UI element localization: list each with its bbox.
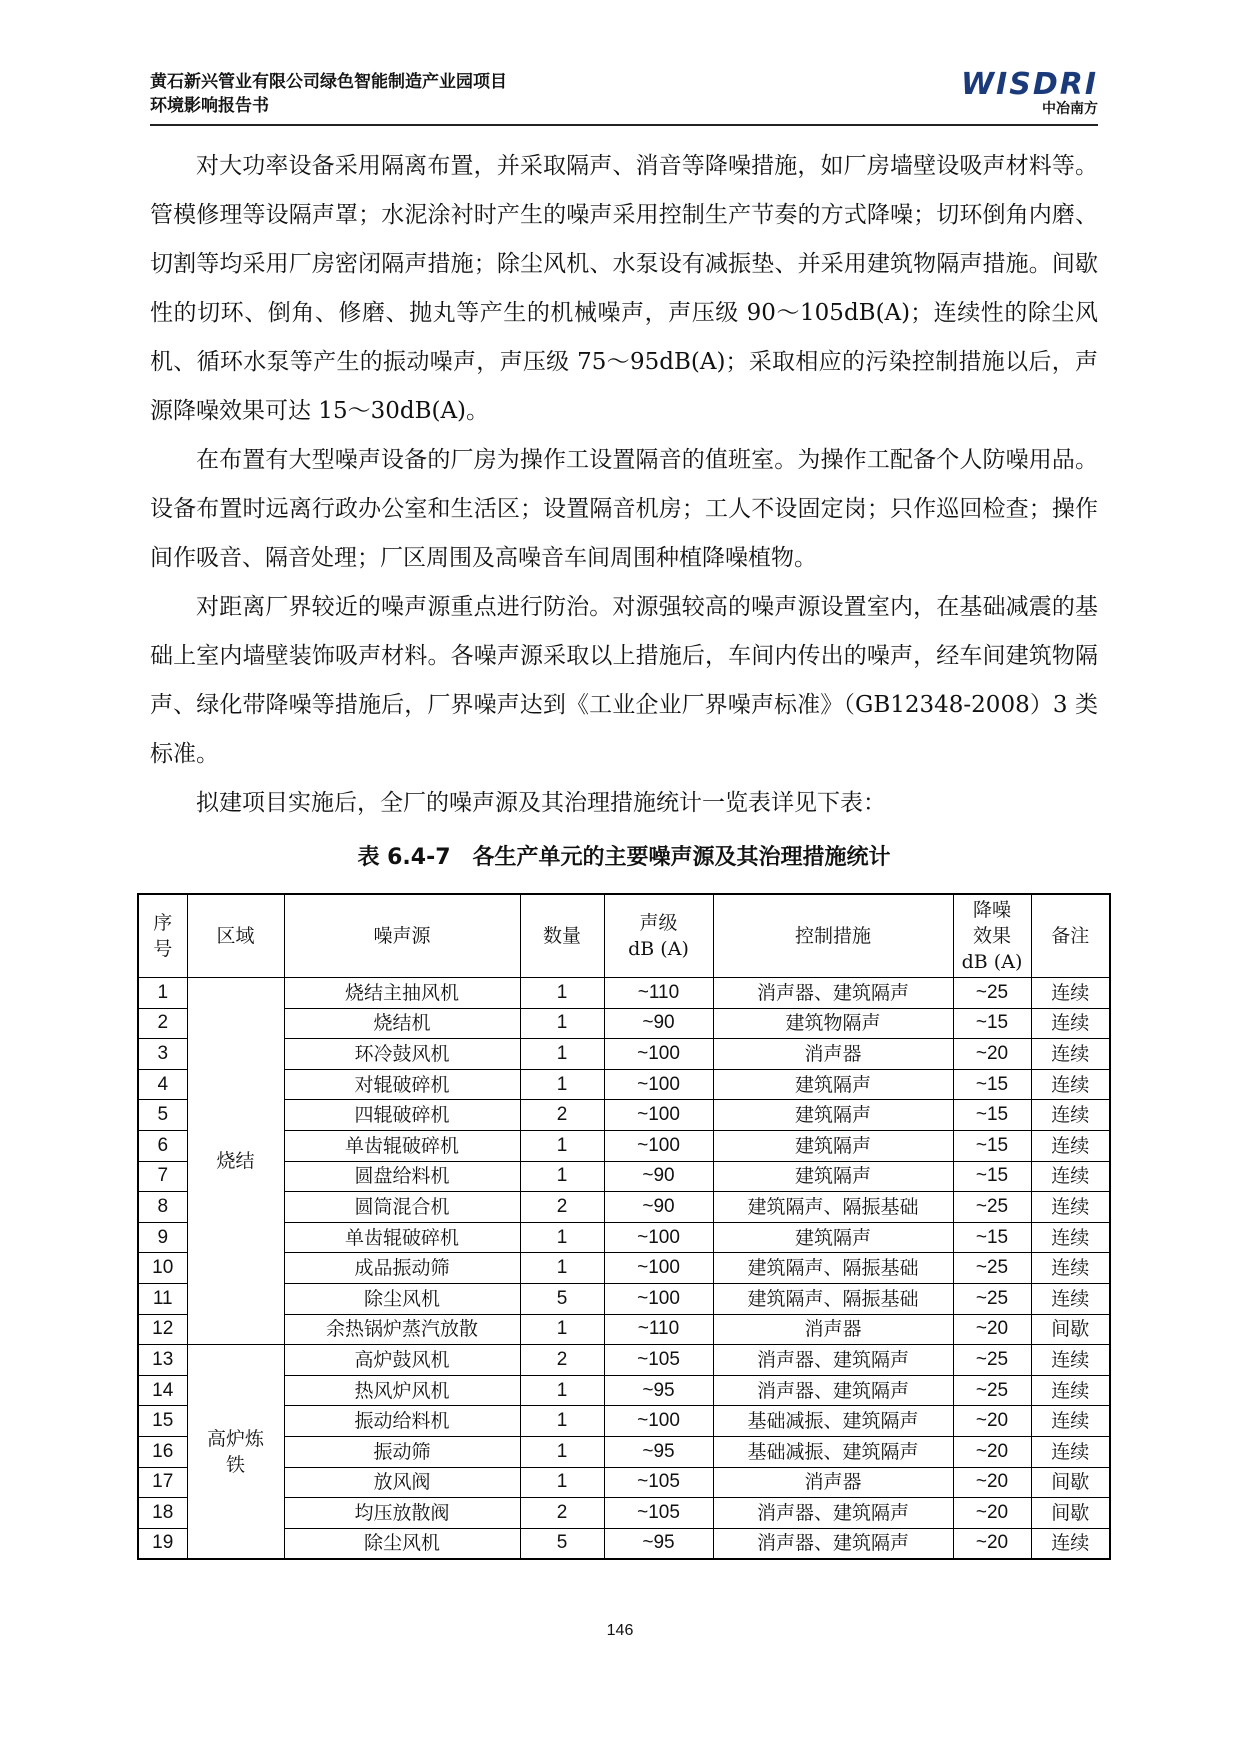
cell-source: 成品振动筛 (284, 1253, 520, 1284)
cell-remarks: 连续 (1031, 1528, 1110, 1559)
cell-sound-level: ~100 (604, 1222, 713, 1253)
cell-source: 烧结主抽风机 (284, 978, 520, 1009)
cell-sound-level: ~110 (604, 1314, 713, 1345)
body-text (150, 142, 1098, 828)
cell-measures: 消声器、建筑隔声 (713, 978, 953, 1009)
header-effect-line: 降噪 (972, 899, 1011, 921)
cell-effect: ~25 (953, 1192, 1031, 1223)
table-row (138, 1498, 1110, 1529)
cell-effect: ~20 (953, 1406, 1031, 1437)
cell-source: 振动筛 (284, 1436, 520, 1467)
cell-remarks: 间歇 (1031, 1314, 1110, 1345)
cell-sound-level: ~105 (604, 1498, 713, 1529)
cell-quantity: 1 (520, 1436, 604, 1467)
header-title-line1: 黄石新兴管业有限公司绿色智能制造产业园项目 (150, 72, 507, 92)
cell-remarks: 连续 (1031, 1345, 1110, 1376)
cell-remarks: 连续 (1031, 1222, 1110, 1253)
table-row (138, 1345, 1110, 1376)
table-row (138, 1375, 1110, 1406)
cell-measures: 建筑隔声 (713, 1100, 953, 1131)
table-row (138, 1039, 1110, 1070)
cell-source: 除尘风机 (284, 1283, 520, 1314)
cell-remarks: 连续 (1031, 978, 1110, 1009)
cell-source: 环冷鼓风机 (284, 1039, 520, 1070)
cell-effect: ~15 (953, 1069, 1031, 1100)
cell-effect: ~25 (953, 978, 1031, 1009)
cell-seq: 2 (138, 1008, 187, 1039)
cell-quantity: 1 (520, 978, 604, 1009)
cell-effect: ~25 (953, 1375, 1031, 1406)
cell-sound-level: ~100 (604, 1069, 713, 1100)
header-cell-source: 噪声源 (284, 894, 520, 978)
table-row (138, 1161, 1110, 1192)
cell-quantity: 1 (520, 1467, 604, 1498)
table-row (138, 1467, 1110, 1498)
cell-measures: 消声器、建筑隔声 (713, 1375, 953, 1406)
cell-seq: 3 (138, 1039, 187, 1070)
cell-sound-level: ~100 (604, 1100, 713, 1131)
table-row (138, 1528, 1110, 1559)
header-level-line: dB (A) (628, 938, 689, 960)
cell-sound-level: ~95 (604, 1436, 713, 1467)
cell-seq: 6 (138, 1130, 187, 1161)
cell-remarks: 连续 (1031, 1039, 1110, 1070)
header-effect-line: 效果 (972, 925, 1011, 947)
cell-quantity: 1 (520, 1222, 604, 1253)
cell-seq: 17 (138, 1467, 187, 1498)
area-name-line: 高炉炼 (206, 1427, 264, 1450)
cell-quantity: 1 (520, 1314, 604, 1345)
header-title-line2: 环境影响报告书 (150, 96, 269, 116)
cell-sound-level: ~105 (604, 1467, 713, 1498)
cell-quantity: 1 (520, 1130, 604, 1161)
table-row (138, 1192, 1110, 1223)
cell-quantity: 1 (520, 1253, 604, 1284)
cell-sound-level: ~95 (604, 1528, 713, 1559)
cell-effect: ~15 (953, 1130, 1031, 1161)
cell-source: 除尘风机 (284, 1528, 520, 1559)
table-row (138, 1130, 1110, 1161)
cell-measures: 消声器、建筑隔声 (713, 1528, 953, 1559)
cell-effect: ~20 (953, 1467, 1031, 1498)
table-body (138, 978, 1110, 1560)
cell-measures: 建筑隔声 (713, 1161, 953, 1192)
cell-source: 余热锅炉蒸汽放散 (284, 1314, 520, 1345)
cell-source: 单齿辊破碎机 (284, 1222, 520, 1253)
page-header (150, 67, 1098, 122)
cell-effect: ~20 (953, 1528, 1031, 1559)
header-cell-measures: 控制措施 (713, 894, 953, 978)
cell-measures: 建筑隔声 (713, 1222, 953, 1253)
cell-measures: 建筑隔声、隔振基础 (713, 1253, 953, 1284)
paragraph: 在布置有大型噪声设备的厂房为操作工设置隔音的值班室。为操作工配备个人防噪用品。设备布置时远离行政办公室和生活区；设置隔音机房；工人不设固定岗；只作巡回检查；操作间作吸音、隔音处理；厂区周围及高噪音车间周围种植降噪植物。 (150, 447, 1098, 571)
cell-seq: 10 (138, 1253, 187, 1284)
cell-source: 四辊破碎机 (284, 1100, 520, 1131)
cell-measures: 消声器 (713, 1039, 953, 1070)
header-divider (150, 124, 1098, 126)
cell-measures: 建筑隔声 (713, 1130, 953, 1161)
cell-sound-level: ~100 (604, 1406, 713, 1437)
cell-sound-level: ~100 (604, 1283, 713, 1314)
cell-effect: ~20 (953, 1498, 1031, 1529)
cell-measures: 基础减振、建筑隔声 (713, 1406, 953, 1437)
cell-remarks: 连续 (1031, 1008, 1110, 1039)
cell-remarks: 连续 (1031, 1130, 1110, 1161)
table-row (138, 1069, 1110, 1100)
cell-seq: 5 (138, 1100, 187, 1131)
cell-remarks: 连续 (1031, 1375, 1110, 1406)
cell-area: 烧结 (187, 978, 284, 1345)
table-row (138, 1283, 1110, 1314)
cell-quantity: 5 (520, 1528, 604, 1559)
cell-source: 烧结机 (284, 1008, 520, 1039)
cell-seq: 13 (138, 1345, 187, 1376)
cell-sound-level: ~110 (604, 978, 713, 1009)
logo-chinese-text: 中冶南方 (1042, 101, 1098, 117)
table-caption: 表 6.4-7 各生产单元的主要噪声源及其治理措施统计 (357, 845, 891, 870)
cell-seq: 12 (138, 1314, 187, 1345)
cell-seq: 9 (138, 1222, 187, 1253)
cell-sound-level: ~95 (604, 1375, 713, 1406)
table-row (138, 1436, 1110, 1467)
cell-remarks: 间歇 (1031, 1467, 1110, 1498)
header-cell-quantity: 数量 (520, 894, 604, 978)
cell-sound-level: ~90 (604, 1192, 713, 1223)
cell-effect: ~25 (953, 1283, 1031, 1314)
cell-source: 放风阀 (284, 1467, 520, 1498)
cell-effect: ~20 (953, 1314, 1031, 1345)
cell-source: 对辊破碎机 (284, 1069, 520, 1100)
cell-quantity: 2 (520, 1345, 604, 1376)
cell-quantity: 1 (520, 1161, 604, 1192)
cell-quantity: 2 (520, 1100, 604, 1131)
cell-effect: ~20 (953, 1039, 1031, 1070)
cell-effect: ~15 (953, 1161, 1031, 1192)
cell-remarks: 连续 (1031, 1436, 1110, 1467)
cell-seq: 15 (138, 1406, 187, 1437)
table-row (138, 1100, 1110, 1131)
cell-seq: 7 (138, 1161, 187, 1192)
cell-source: 高炉鼓风机 (284, 1345, 520, 1376)
cell-quantity: 1 (520, 1008, 604, 1039)
cell-effect: ~25 (953, 1253, 1031, 1284)
noise-source-table (137, 893, 1111, 1560)
cell-quantity: 1 (520, 1039, 604, 1070)
cell-sound-level: ~100 (604, 1130, 713, 1161)
cell-seq: 11 (138, 1283, 187, 1314)
paragraph: 对大功率设备采用隔离布置，并采取隔声、消音等降噪措施，如厂房墙壁设吸声材料等。管模修理等设隔声罩；水泥涂衬时产生的噪声采用控制生产节奏的方式降噪；切环倒角内磨、切割等均采用厂房密闭隔声措施；除尘风机、水泵设有减振垫、并采用建筑物隔声措施。间歇性的切环、倒角、修磨、抛丸等产生的机械噪声，声压级 90～105dB(A)；连续性的除尘风机、循环水泵等产生的振动噪声，声压级 75～95dB(A)；采取相应的污染控制措施以后，声源降噪效果可达 15～30dB(A)。 (150, 153, 1098, 424)
cell-source: 均压放散阀 (284, 1498, 520, 1529)
cell-seq: 1 (138, 978, 187, 1009)
paragraph: 拟建项目实施后，全厂的噪声源及其治理措施统计一览表详见下表： (196, 790, 886, 816)
cell-source: 圆筒混合机 (284, 1192, 520, 1223)
cell-effect: ~20 (953, 1436, 1031, 1467)
cell-seq: 14 (138, 1375, 187, 1406)
header-cell-sound-level (604, 894, 713, 978)
cell-source: 热风炉风机 (284, 1375, 520, 1406)
cell-measures: 建筑隔声 (713, 1069, 953, 1100)
cell-remarks: 连续 (1031, 1253, 1110, 1284)
cell-quantity: 2 (520, 1498, 604, 1529)
cell-effect: ~15 (953, 1222, 1031, 1253)
cell-remarks: 连续 (1031, 1069, 1110, 1100)
header-level-line: 声级 (639, 912, 678, 934)
area-name-line: 铁 (225, 1453, 245, 1476)
page-number: 146 (606, 1622, 634, 1639)
table-row (138, 1406, 1110, 1437)
table-row (138, 1008, 1110, 1039)
table-row (138, 978, 1110, 1009)
header-effect-line: dB (A) (961, 951, 1023, 973)
cell-source: 单齿辊破碎机 (284, 1130, 520, 1161)
cell-sound-level: ~100 (604, 1039, 713, 1070)
cell-remarks: 连续 (1031, 1406, 1110, 1437)
table-row (138, 1314, 1110, 1345)
cell-effect: ~15 (953, 1008, 1031, 1039)
logo-english-text: WISDRI (960, 67, 1098, 102)
cell-remarks: 连续 (1031, 1161, 1110, 1192)
cell-sound-level: ~90 (604, 1161, 713, 1192)
cell-measures: 消声器、建筑隔声 (713, 1345, 953, 1376)
cell-seq: 4 (138, 1069, 187, 1100)
company-logo (928, 67, 1098, 120)
cell-remarks: 间歇 (1031, 1498, 1110, 1529)
cell-measures: 消声器 (713, 1314, 953, 1345)
cell-remarks: 连续 (1031, 1192, 1110, 1223)
cell-seq: 18 (138, 1498, 187, 1529)
cell-effect: ~25 (953, 1345, 1031, 1376)
cell-sound-level: ~105 (604, 1345, 713, 1376)
cell-quantity: 1 (520, 1375, 604, 1406)
header-cell-effect (953, 894, 1031, 978)
header-seq-line: 号 (153, 938, 173, 960)
paragraph: 对距离厂界较近的噪声源重点进行防治。对源强较高的噪声源设置室内，在基础减震的基础上室内墙壁装饰吸声材料。各噪声源采取以上措施后，车间内传出的噪声，经车间建筑物隔声、绿化带降噪等措施后，厂界噪声达到《工业企业厂界噪声标准》（GB12348-2008）3 类标准。 (150, 594, 1098, 767)
cell-measures: 建筑隔声、隔振基础 (713, 1283, 953, 1314)
cell-measures: 基础减振、建筑隔声 (713, 1436, 953, 1467)
cell-measures: 消声器、建筑隔声 (713, 1498, 953, 1529)
cell-seq: 19 (138, 1528, 187, 1559)
cell-quantity: 5 (520, 1283, 604, 1314)
cell-sound-level: ~100 (604, 1253, 713, 1284)
cell-effect: ~15 (953, 1100, 1031, 1131)
cell-quantity: 2 (520, 1192, 604, 1223)
header-cell-seq (138, 894, 187, 978)
cell-quantity: 1 (520, 1069, 604, 1100)
table-row (138, 1222, 1110, 1253)
cell-area (187, 1345, 284, 1560)
cell-measures: 建筑物隔声 (713, 1008, 953, 1039)
cell-measures: 消声器 (713, 1467, 953, 1498)
header-cell-area: 区域 (187, 894, 284, 978)
cell-source: 振动给料机 (284, 1406, 520, 1437)
header-cell-remarks: 备注 (1031, 894, 1110, 978)
cell-source: 圆盘给料机 (284, 1161, 520, 1192)
cell-sound-level: ~90 (604, 1008, 713, 1039)
cell-seq: 16 (138, 1436, 187, 1467)
cell-measures: 建筑隔声、隔振基础 (713, 1192, 953, 1223)
header-seq-line: 序 (153, 912, 173, 934)
cell-remarks: 连续 (1031, 1283, 1110, 1314)
table-row (138, 1253, 1110, 1284)
cell-seq: 8 (138, 1192, 187, 1223)
table-header-row (138, 894, 1110, 978)
cell-quantity: 1 (520, 1406, 604, 1437)
cell-remarks: 连续 (1031, 1100, 1110, 1131)
